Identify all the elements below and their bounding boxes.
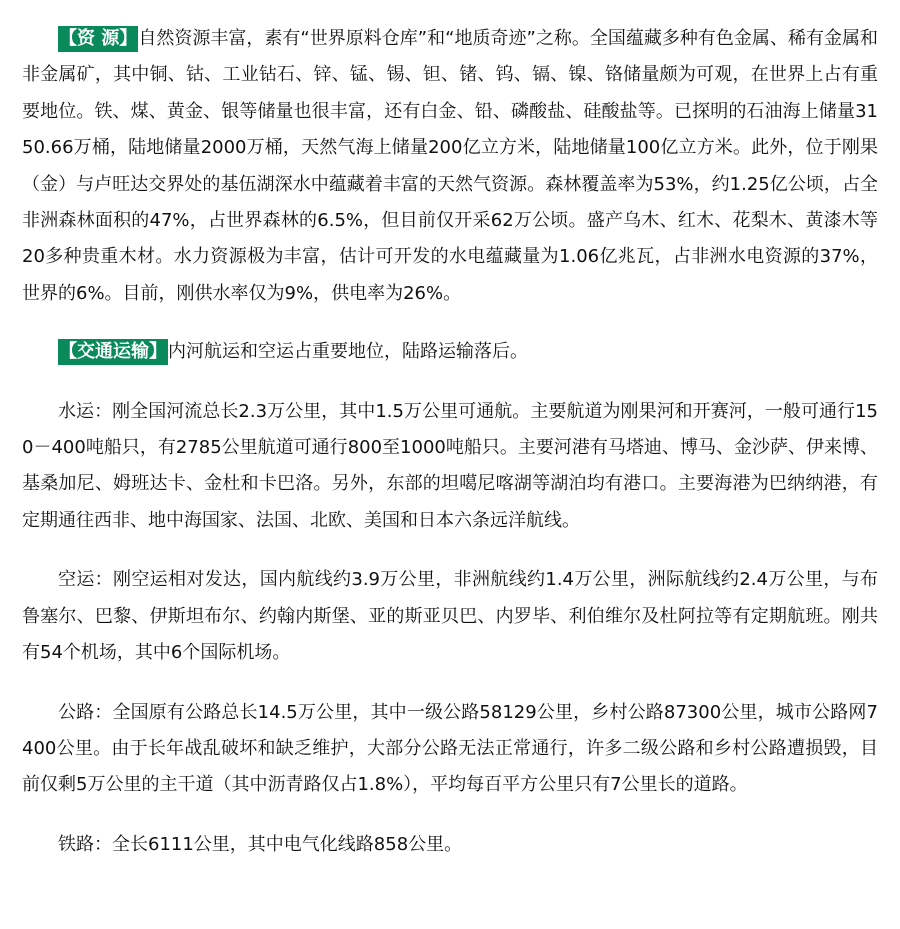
transport-text: 内河航运和空运占重要地位，陆路运输落后。 xyxy=(168,341,528,363)
spacer xyxy=(22,539,878,562)
spacer xyxy=(22,312,878,334)
spacer xyxy=(22,804,878,827)
air-transport-paragraph: 空运：刚空运相对发达，国内航线约3.9万公里，非洲航线约1.4万公里，洲际航线约2.4万公里，与布鲁塞尔、巴黎、伊斯坦布尔、约翰内斯堡、亚的斯亚贝巴、内罗毕、利伯维尔及杜阿拉等有定期航班。刚共有54个机场，其中6个国际机场。 xyxy=(22,569,878,664)
rail-transport-paragraph: 铁路：全长6111公里，其中电气化线路858公里。 xyxy=(58,833,463,855)
resources-tag: 【资 源】 xyxy=(58,26,138,52)
spacer xyxy=(22,672,878,695)
resources-paragraph xyxy=(22,21,878,312)
transport-tag: 【交通运输】 xyxy=(58,339,168,365)
article-body xyxy=(22,21,878,863)
transport-paragraph xyxy=(22,334,878,370)
resources-text: 自然资源丰富，素有“世界原料仓库”和“地质奇迹”之称。全国蕴藏多种有色金属、稀有金属和非金属矿，其中铜、钴、工业钻石、锌、锰、锡、钽、锗、钨、镉、镍、铬储量颇为可观，在世界上占有重要地位。铁、煤、黄金、银等储量也很丰富，还有白金、铅、磷酸盐、硅酸盐等。已探明的石油海上储量3150.66万桶，陆地储量2000万桶，天然气海上储量200亿立方米，陆地储量100亿立方米。此外，位于刚果（金）与卢旺达交界处的基伍湖深水中蕴藏着丰富的天然气资源。森林覆盖率为53%，约1.25亿公顷，占全非洲森林面积的47%，占世界森林的6.5%，但目前仅开采62万公顷。盛产乌木、红木、花梨木、黄漆木等20多种贵重木材。水力资源极为丰富，估计可开发的水电蕴藏量为1.06亿兆瓦，占非洲水电资源的37%，世界的6%。目前，刚供水率仅为9%，供电率为26%。 xyxy=(22,28,878,304)
spacer xyxy=(22,371,878,394)
water-transport-paragraph: 水运：刚全国河流总长2.3万公里，其中1.5万公里可通航。主要航道为刚果河和开赛河，一般可通行150－400吨船只，有2785公里航道可通行800至1000吨船只。主要河港有马塔迪、博马、金沙萨、伊来博、基桑加尼、姆班达卡、金杜和卡巴洛。另外，东部的坦噶尼喀湖等湖泊均有港口。主要海港为巴纳纳港，有定期通往西非、地中海国家、法国、北欧、美国和日本六条远洋航线。 xyxy=(22,400,878,531)
road-transport-paragraph: 公路：全国原有公路总长14.5万公里，其中一级公路58129公里，乡村公路87300公里，城市公路网7400公里。由于长年战乱破坏和缺乏维护，大部分公路无法正常通行，许多二级公路和乡村公路遭损毁，目前仅剩5万公里的主干道（其中沥青路仅占1.8%），平均每百平方公里只有7公里长的道路。 xyxy=(22,701,878,796)
